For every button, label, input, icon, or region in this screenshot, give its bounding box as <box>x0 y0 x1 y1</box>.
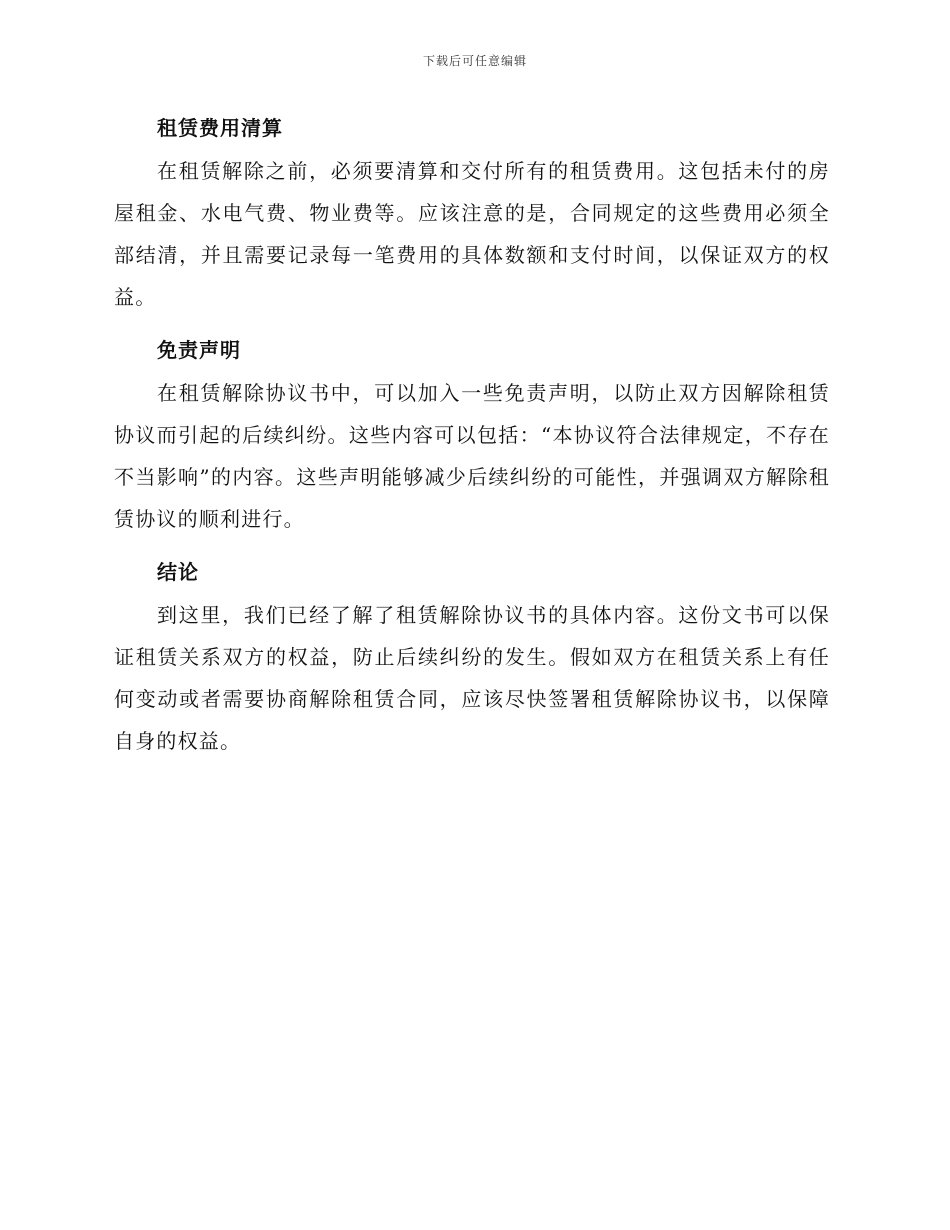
section-heading: 租赁费用清算 <box>157 116 283 140</box>
section-conclusion <box>114 552 830 762</box>
section-disclaimer <box>114 330 830 540</box>
section-paragraph: 在租赁解除之前，必须要清算和交付所有的租赁费用。这包括未付的房屋租金、水电气费、物业费等。应该注意的是，合同规定的这些费用必须全部结清，并且需要记录每一笔费用的具体数额和支付时间，以保证双方的权益。 <box>114 159 830 309</box>
document-body <box>114 108 830 774</box>
section-rental-fee-settlement <box>114 108 830 318</box>
section-heading: 结论 <box>157 560 199 584</box>
section-paragraph: 到这里，我们已经了解了租赁解除协议书的具体内容。这份文书可以保证租赁关系双方的权益，防止后续纠纷的发生。假如双方在租赁关系上有任何变动或者需要协商解除租赁合同，应该尽快签署租赁解除协议书，以保障自身的权益。 <box>114 603 830 753</box>
section-heading: 免责声明 <box>157 338 241 362</box>
page-header: 下载后可任意编辑 <box>422 54 527 68</box>
section-paragraph: 在租赁解除协议书中，可以加入一些免责声明，以防止双方因解除租赁协议而引起的后续纠纷。这些内容可以包括：“本协议符合法律规定，不存在不当影响”的内容。这些声明能够减少后续纠纷的可能性，并强调双方解除租赁协议的顺利进行。 <box>114 381 830 531</box>
